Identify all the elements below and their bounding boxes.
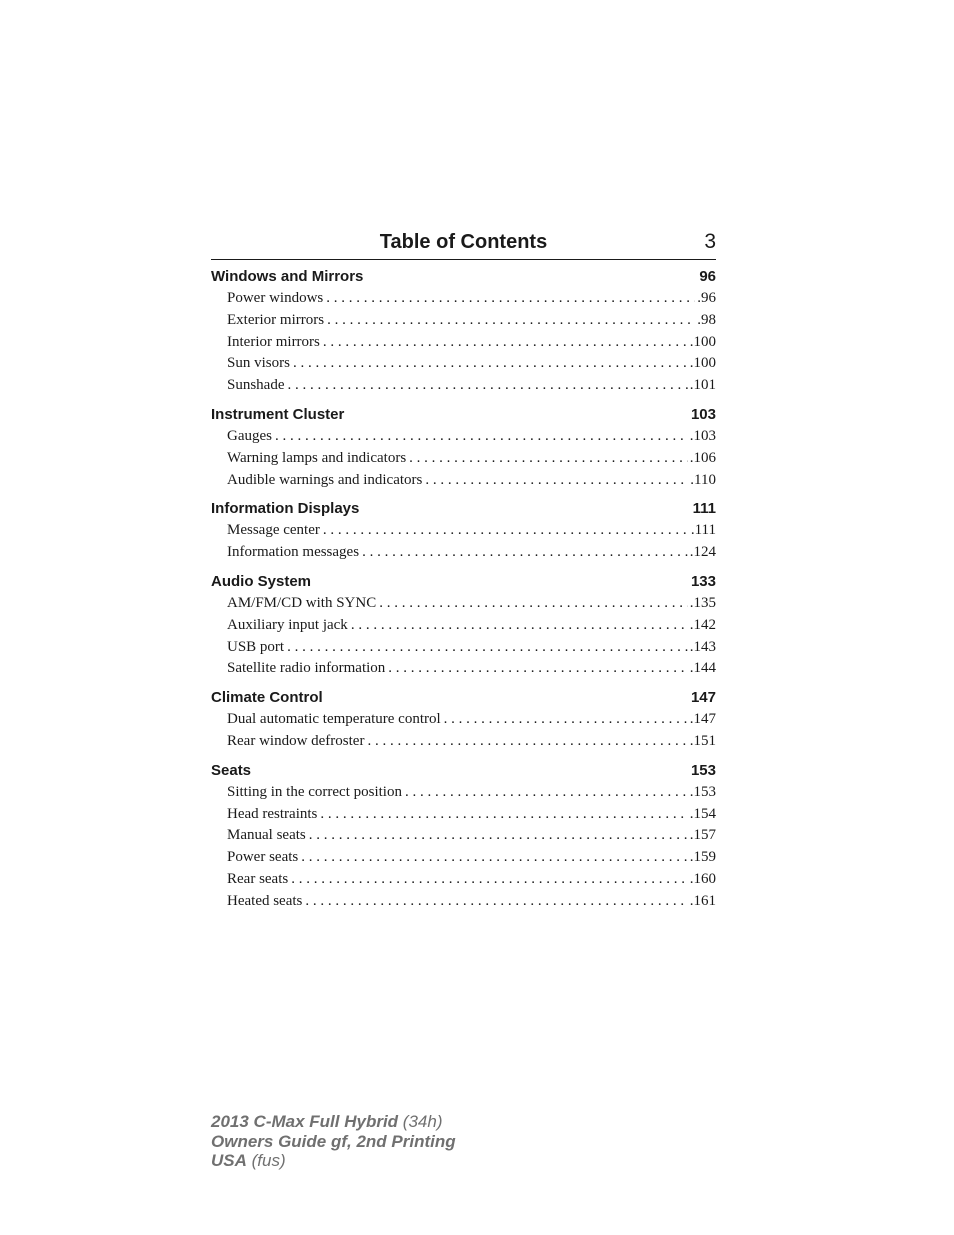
toc-entry[interactable] [211,470,716,492]
footer-guide: Owners Guide gf, 2nd Printing [211,1131,456,1151]
toc-entry[interactable] [211,869,716,891]
entry-title: Interior mirrors [227,333,320,350]
toc-entry[interactable] [211,804,716,826]
dot-leader [275,426,688,448]
dot-leader [323,332,688,354]
toc-entry[interactable] [211,825,716,847]
section-heading[interactable] [211,571,716,593]
dot-leader [326,288,695,310]
footer-model: 2013 C-Max Full Hybrid [211,1112,399,1131]
toc-entry[interactable] [211,658,716,680]
section-heading[interactable] [211,760,716,782]
section-title: Information Displays [211,500,360,518]
dot-leader [444,709,688,731]
entry-page: .98 [697,311,716,328]
entry-page: .147 [689,711,716,728]
toc-section [211,760,716,913]
entry-page: .143 [689,638,716,655]
entry-title: Warning lamps and indicators [227,449,407,466]
dot-leader [301,847,688,869]
dot-leader [351,615,688,637]
toc-entry[interactable] [211,375,716,397]
toc-entry[interactable] [211,637,716,659]
toc-entry[interactable] [211,615,716,637]
section-heading[interactable] [211,498,716,520]
entry-page: .144 [689,660,716,677]
page-title: Table of Contents [379,231,548,253]
dot-leader [293,353,688,375]
entry-page: .142 [689,616,716,633]
toc-section [211,498,716,564]
section-title: Seats [211,761,252,779]
footer-region-code: (fus) [251,1151,286,1170]
entry-title: Sunshade [227,377,285,394]
footer-line-2 [211,1132,456,1152]
dot-leader [409,448,688,470]
entry-title: Auxiliary input jack [227,616,348,633]
entry-page: .124 [689,544,716,561]
footer-line-3 [211,1151,456,1171]
toc-section [211,571,716,680]
entry-page: .135 [689,594,716,611]
section-title: Instrument Cluster [211,405,345,423]
entry-title: Rear window defroster [227,732,365,749]
section-page: 147 [690,689,716,707]
section-title: Windows and Mirrors [211,268,364,285]
entry-title: Heated seats [227,892,303,909]
page-number: 3 [704,230,716,253]
toc-entry[interactable] [211,782,716,804]
dot-leader [309,825,688,847]
section-heading[interactable] [211,404,716,426]
document-footer [211,1112,456,1171]
entry-page: .100 [689,333,716,350]
entry-page: .103 [689,427,716,444]
entry-page: .154 [689,805,716,822]
entry-title: Rear seats [227,870,289,887]
entry-title: Information messages [227,544,360,561]
toc-entry[interactable] [211,288,716,310]
toc-entry[interactable] [211,332,716,354]
section-page: 133 [690,572,716,590]
dot-leader [388,658,687,680]
toc-entry[interactable] [211,310,716,332]
dot-leader [327,310,695,332]
entry-title: Satellite radio information [227,660,386,677]
entry-page: .160 [689,870,716,887]
toc-section [211,266,716,397]
entry-page: .96 [697,290,716,306]
entry-page: .106 [689,449,716,466]
entry-page: .100 [689,355,716,372]
toc-entry[interactable] [211,353,716,375]
entry-title: AM/FM/CD with SYNC [227,594,377,611]
dot-leader [287,637,688,659]
dot-leader [362,542,688,564]
toc-entry[interactable] [211,448,716,470]
section-heading[interactable] [211,266,716,288]
dot-leader [288,375,688,397]
dot-leader [425,470,688,492]
toc-entry[interactable] [211,426,716,448]
entry-title: Power seats [227,849,299,866]
toc-section [211,404,716,491]
section-page: 96 [699,268,716,285]
entry-title: USB port [227,638,285,655]
toc-entry[interactable] [211,731,716,753]
entry-title: Gauges [227,427,272,444]
entry-title: Power windows [227,290,324,306]
dot-leader [405,782,688,804]
section-page: 111 [692,500,716,518]
section-title: Climate Control [211,689,323,707]
entry-page: .153 [689,783,716,800]
entry-page: .110 [690,471,716,488]
section-title: Audio System [211,572,312,590]
section-heading[interactable] [211,687,716,709]
entry-page: .157 [689,827,716,844]
dot-leader [320,804,687,826]
entry-page: .161 [689,892,716,909]
entry-title: Message center [227,522,320,539]
dot-leader [323,520,689,542]
entry-title: Sun visors [227,355,290,372]
entry-title: Head restraints [227,805,318,822]
dot-leader [367,731,687,753]
footer-region: USA [211,1151,247,1170]
toc-section [211,687,716,753]
dot-leader [379,593,688,615]
entry-page: .111 [690,522,716,539]
section-page: 103 [690,405,716,423]
entry-title: Dual automatic temperature control [227,711,441,728]
section-page: 153 [690,761,716,779]
entry-page: .101 [689,377,716,394]
footer-line-1 [211,1112,456,1132]
entry-page: .159 [689,849,716,866]
footer-model-code: (34h) [402,1112,443,1131]
entry-page: .151 [689,732,716,749]
dot-leader [305,891,687,913]
toc-entry[interactable] [211,542,716,564]
toc-entry[interactable] [211,891,716,913]
toc-entry[interactable] [211,709,716,731]
toc-entry[interactable] [211,593,716,615]
entry-title: Sitting in the correct position [227,783,402,800]
toc-entry[interactable] [211,520,716,542]
dot-leader [291,869,688,891]
table-of-contents [211,266,716,920]
entry-title: Audible warnings and indicators [227,471,423,488]
toc-entry[interactable] [211,847,716,869]
page-header [211,229,716,260]
entry-title: Manual seats [227,827,306,844]
entry-title: Exterior mirrors [227,311,325,328]
